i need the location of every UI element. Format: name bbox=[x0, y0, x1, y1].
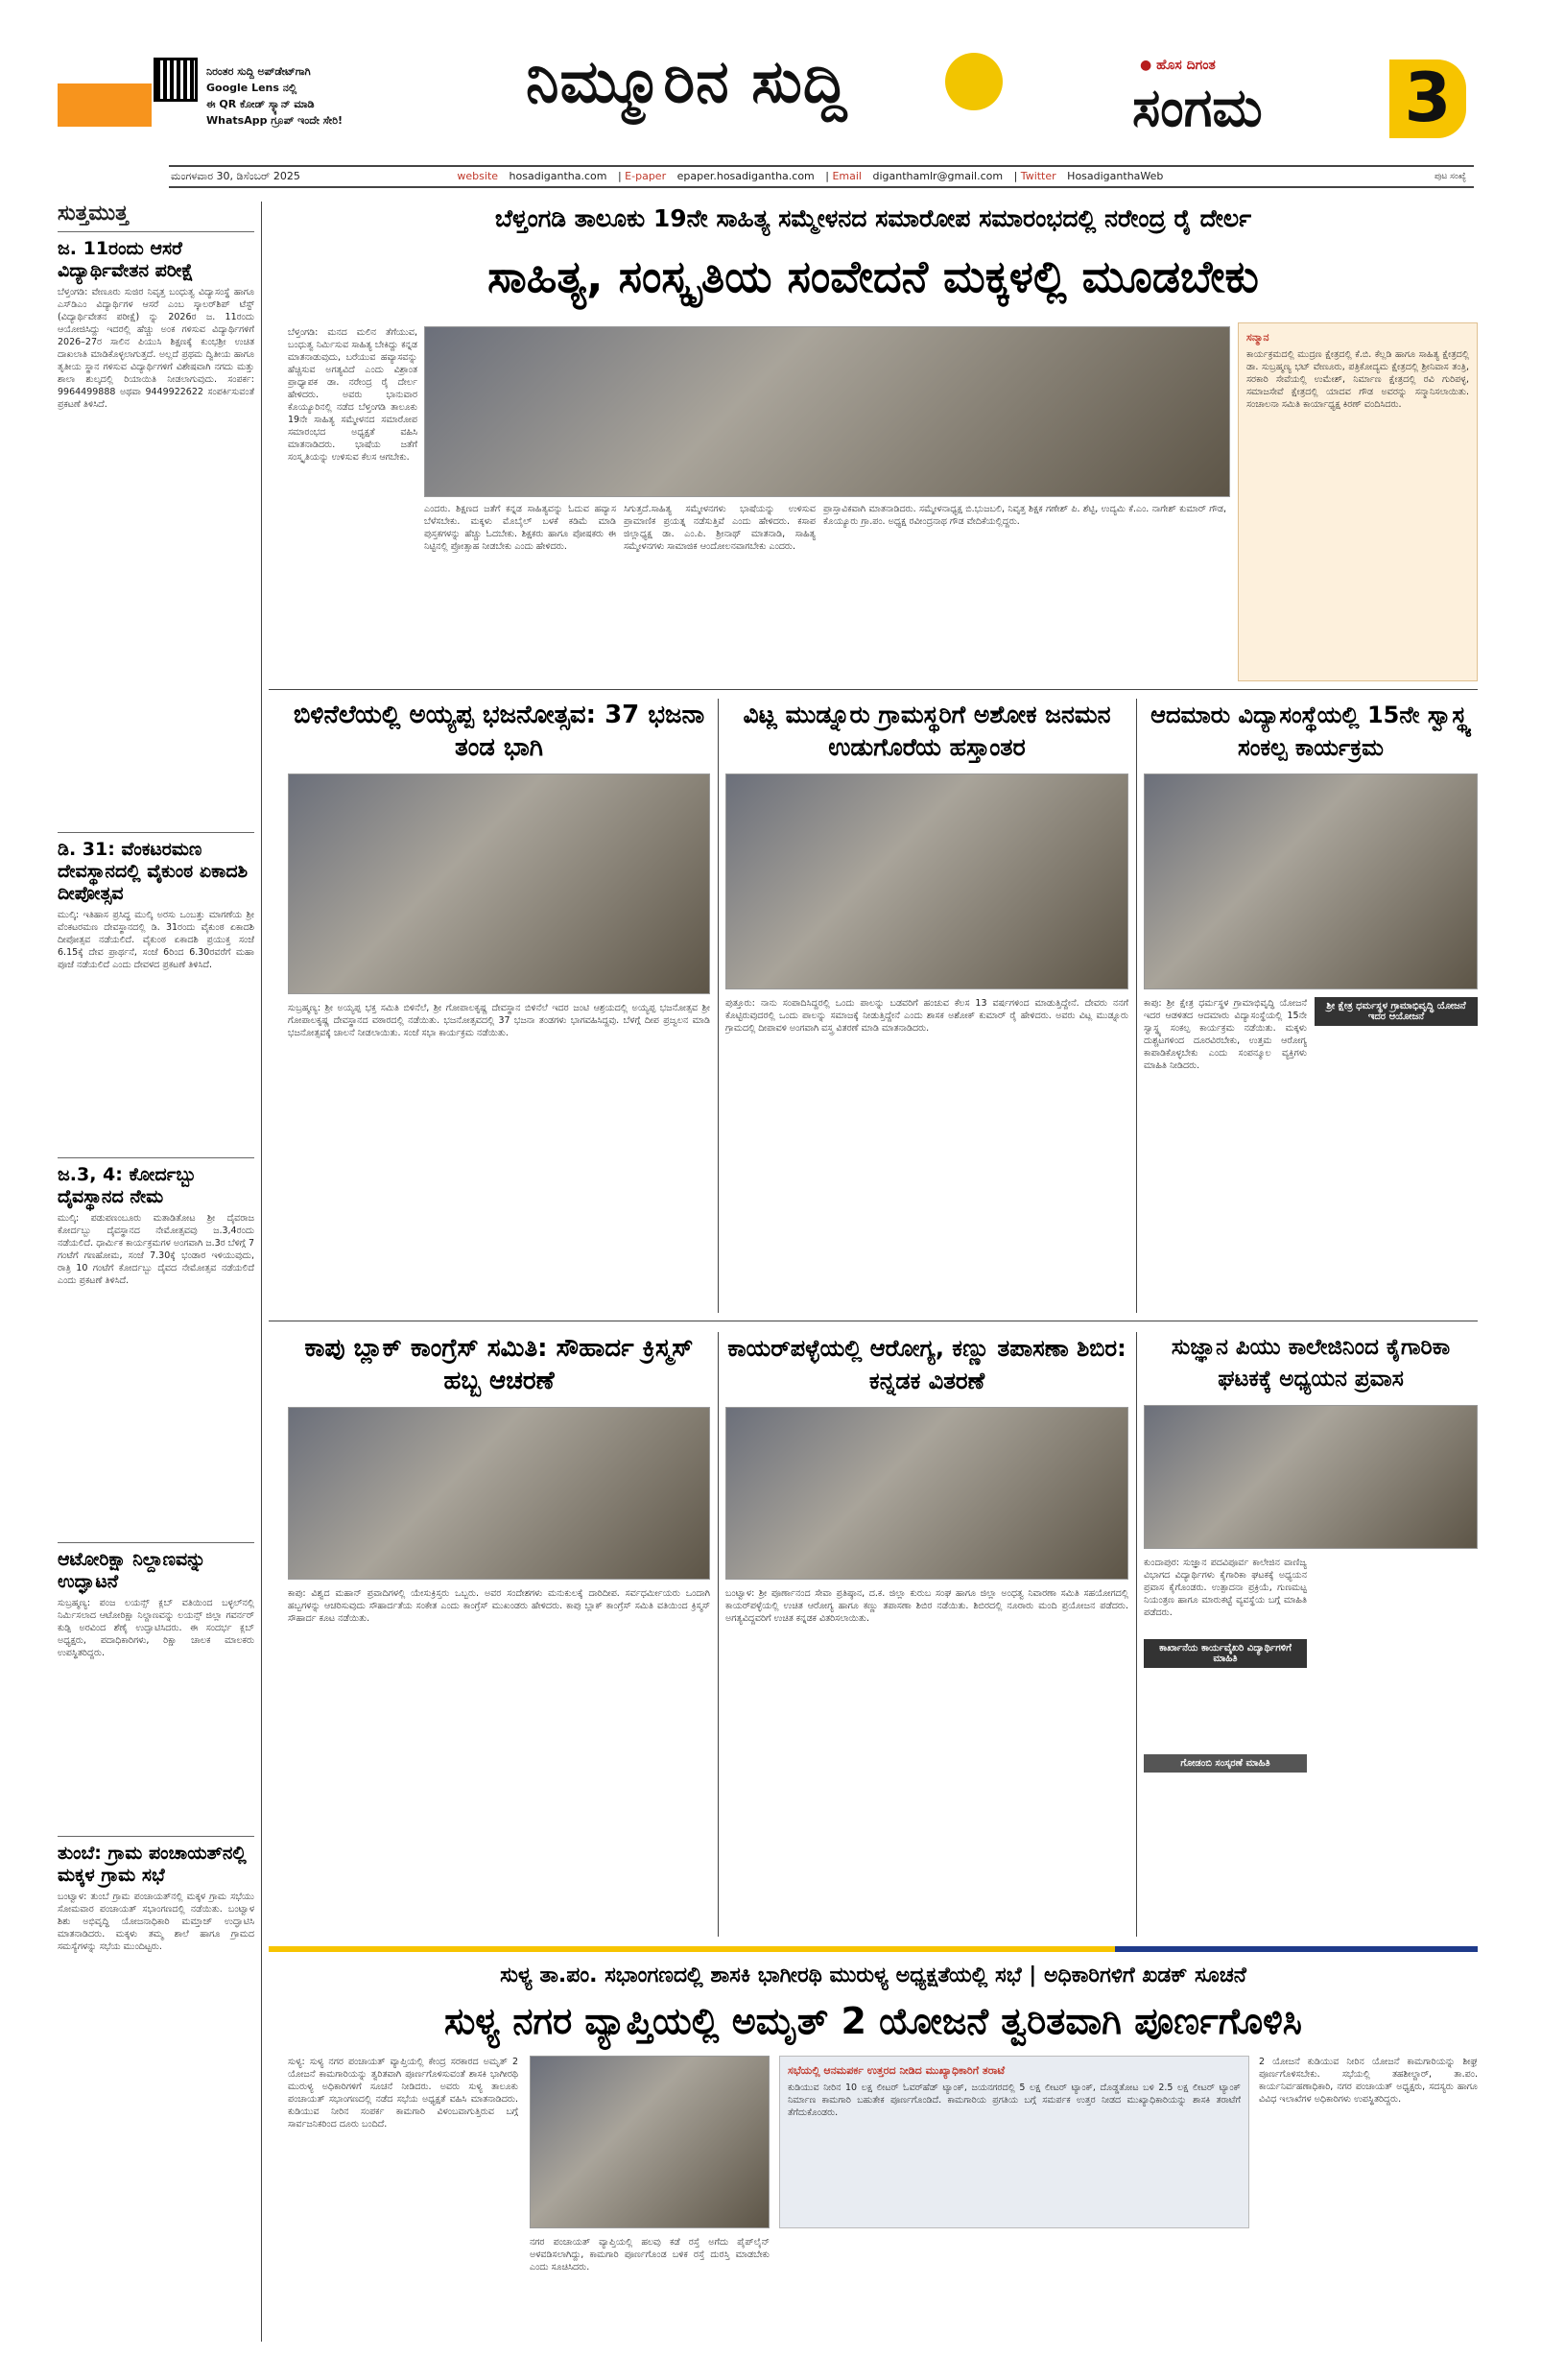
column-rule bbox=[1136, 699, 1137, 1313]
story-block bbox=[1144, 1332, 1478, 1937]
email-link[interactable]: diganthamlr@gmail.com bbox=[872, 170, 1004, 182]
page-nameplate: ನಿಮ್ಮೂರಿನ ಸುದ್ದಿ bbox=[526, 46, 848, 116]
page-label: ಪುಟ ಸಂಖ್ಯೆ bbox=[1434, 172, 1466, 181]
divider bbox=[58, 1836, 254, 1837]
column-rule bbox=[261, 202, 262, 2342]
column-rule bbox=[718, 699, 719, 1313]
divider bbox=[58, 1542, 254, 1543]
lead-body: ಬೆಳ್ತಂಗಡಿ: ಮನದ ಮಲಿನ ತೆಗೆಯುವ, ಬಂಧುತ್ವ ನಿರ್ಮಿಸುವ ಸಾಹಿತ್ಯ ಬೇಕಿದ್ದು ಕನ್ನಡ ಮಾತನಾಡುವುದು, ಬರೆಯುವ ಹವ್ಯಾಸವನ್ನು ಹೆಚ್ಚಿಸುವ ಅಗತ್ಯವಿದೆ ಎಂದು ವಿಶ್ರಾಂತ ಪ್ರಾಧ್ಯಾಪಕ ಡಾ. ನರೇಂದ್ರ ರೈ ದೇರ್ಲ ಹೇಳಿದರು. ಅವರು ಭಾನುವಾರ ಕೊಯ್ಯೂರಿನಲ್ಲಿ ನಡೆದ ಬೆಳ್ತಂಗಡಿ ತಾಲೂಕು 19ನೇ ಸಾಹಿತ್ಯ ಸಮ್ಮೇಳನದ ಸಮಾರೋಪ ಸಮಾರಂಭದ ಅಧ್ಯಕ್ಷತೆ ವಹಿಸಿ ಮಾತನಾಡಿದರು. ಭಾಷೆಯ ಜತೆಗೆ ಸಂಸ್ಕೃತಿಯನ್ನು ಉಳಿಸುವ ಕೆಲಸ ಆಗಬೇಕು. bbox=[288, 327, 417, 463]
divider bbox=[58, 832, 254, 833]
lead-event-photo bbox=[424, 326, 1230, 497]
story-headline: ವಿಟ್ಲ ಮುಡ್ನೂರು ಗ್ರಾಮಸ್ಥರಿಗೆ ಅಶೋಕ ಜನಮನ ಉಡುಗೊರೆಯ ಹಸ್ತಾಂತರ bbox=[743, 701, 1111, 761]
inset-title: ಸಭೆಯಲ್ಲಿ ಆನಮಪರ್ಕ ಉತ್ತರದ ನೀಡಿದ ಮುಖ್ಯಾಧಿಕಾರಿಗೆ ತರಾಟೆ bbox=[788, 2064, 1006, 2077]
story-photo bbox=[288, 774, 710, 994]
story-body: ಪುತ್ತೂರು: ನಾನು ಸಂಪಾದಿಸಿದ್ದರಲ್ಲಿ ಒಂದು ಪಾಲನ್ನು ಬಡವರಿಗೆ ಹಂಚುವ ಕೆಲಸ 13 ವರ್ಷಗಳಿಂದ ಮಾಡುತ್ತಿದ್ದೇನೆ. ದೇವರು ನನಗೆ ಕೊಟ್ಟಿರುವುದರಲ್ಲಿ ಒಂದು ಪಾಲನ್ನು ಸಮಾಜಕ್ಕೆ ನೀಡುತ್ತಿದ್ದೇನೆ ಎಂದು ಶಾಸಕ ಅಶೋಕ್ ಕುಮಾರ್ ರೈ ಹೇಳಿದರು. ಅವರು ವಿಟ್ಲ ಮುಡ್ನೂರು ಗ್ರಾಮದಲ್ಲಿ ದೀಪಾವಳಿ ಅಂಗವಾಗಿ ವಸ್ತ್ರ ವಿತರಣೆ ಮಾಡಿ ಮಾತನಾಡಿದರು. bbox=[725, 998, 1128, 1034]
promo-color-block bbox=[58, 83, 152, 127]
qr-code-icon[interactable] bbox=[154, 58, 198, 102]
sidebar-title: ಸನ್ಮಾನ bbox=[1246, 331, 1269, 344]
brief-body: ಬೆಳ್ತಂಗಡಿ: ವೇಣೂರು ಸುಜಿರ ನಿವೃತ್ತ ಬಂಧುತ್ವ ವಿದ್ಯಾಸಂಸ್ಥೆ ಹಾಗೂ ಎಸ್‌ಡಿಎಂ ವಿದ್ಯಾರ್ಥಿಗಳ ಆಸರೆ ಎಂಬ ಸ್ಕಾಲರ್‌ಶಿಪ್ ಟೆಸ್ಟ್ (ವಿದ್ಯಾರ್ಥಿವೇತನ ಪರೀಕ್ಷೆ) ನ್ನು 2026ರ ಜ. 11ರಂದು ಆಯೋಜಿಸಿದ್ದು ಇದರಲ್ಲಿ ಹೆಚ್ಚು ಅಂಕ ಗಳಿಸುವ ವಿದ್ಯಾರ್ಥಿಗಳಿಗೆ 2026–27ರ ಸಾಲಿನ ಪಿಯುಸಿ ಶಿಕ್ಷಣಕ್ಕೆ ಕುಂಭಶ್ರೀ ಉಚಿತ ದಾಖಲಾತಿ ಮಾಡಿಕೊಳ್ಳಲಾಗುತ್ತದೆ. ಅಲ್ಲದೆ ಪ್ರಥಮ ದ್ವಿತೀಯ ಹಾಗೂ ತೃತೀಯ ಸ್ಥಾನ ಗಳಿಸುವ ವಿದ್ಯಾರ್ಥಿಗಳಿಗೆ ವಿಶೇಷವಾಗಿ ನಗದು ಮತ್ತು ಶಾಲಾ ಶುಲ್ಕದಲ್ಲಿ ರಿಯಾಯಿತಿ ನೀಡಲಾಗುವುದು. ಸಂಪರ್ಕ: 9964499888 ಅಥವಾ 9449922622 ಸಂಪರ್ಕಿಸುವಂತೆ ಪ್ರಕಟಣೆ ತಿಳಿಸಿದೆ. bbox=[58, 287, 254, 410]
bottom-kicker: ಸುಳ್ಯ ತಾ.ಪಂ. ಸಭಾಂಗಣದಲ್ಲಿ ಶಾಸಕಿ ಭಾಗೀರಥಿ ಮುರುಳ್ಯ ಅಧ್ಯಕ್ಷತೆಯಲ್ಲಿ ಸಭೆ | ಅಧಿಕಾರಿಗಳಿಗೆ ಖಡಕ್ ಸೂಚನೆ bbox=[500, 1964, 1246, 1987]
section-rule bbox=[269, 689, 1478, 690]
epaper-label: E-paper bbox=[625, 170, 667, 182]
story-block bbox=[288, 699, 710, 1313]
column-title: ಸುತ್ತಮುತ್ತ bbox=[58, 202, 129, 226]
brief-headline: ಜ.3, 4: ಕೋರ್ದಬ್ಬು ದೈವಸ್ಥಾನದ ನೇಮ bbox=[58, 1164, 197, 1207]
section-title: ಸಂಗಮ bbox=[1132, 77, 1263, 138]
brand-logo: ● ಹೊಸ ದಿಗಂತ bbox=[1140, 58, 1216, 73]
email-label: Email bbox=[832, 170, 862, 182]
website-label: website bbox=[457, 170, 499, 182]
story-photo bbox=[725, 774, 1128, 989]
story-body: ಕಾಪು: ವಿಶ್ವದ ಮಹಾನ್ ಪ್ರವಾದಿಗಳಲ್ಲಿ ಯೇಸುಕ್ರಿಸ್ತರು ಒಬ್ಬರು. ಅವರ ಸಂದೇಶಗಳು ಮನುಕುಲಕ್ಕೆ ದಾರಿದೀಪ. ಸರ್ವಧರ್ಮೀಯರು ಒಂದಾಗಿ ಹಬ್ಬಗಳನ್ನು ಆಚರಿಸುವುದು ಸೌಹಾರ್ದತೆಯ ಸಂಕೇತ ಎಂದು ಕಾಂಗ್ರೆಸ್ ಮುಖಂಡರು ಹೇಳಿದರು. ಕಾಪು ಬ್ಲಾಕ್ ಕಾಂಗ್ರೆಸ್ ಸಮಿತಿ ವತಿಯಿಂದ ಕ್ರಿಸ್ಮಸ್ ಸೌಹಾರ್ದ ಕೂಟ ನಡೆಯಿತು. bbox=[288, 1588, 710, 1624]
story-body: ಕುಂದಾಪುರ: ಸುಜ್ಞಾನ ಪದವಿಪೂರ್ವ ಕಾಲೇಜಿನ ವಾಣಿಜ್ಯ ವಿಭಾಗದ ವಿದ್ಯಾರ್ಥಿಗಳು ಕೈಗಾರಿಕಾ ಘಟಕಕ್ಕೆ ಅಧ್ಯಯನ ಪ್ರವಾಸ ಕೈಗೊಂಡರು. ಉತ್ಪಾದನಾ ಪ್ರಕ್ರಿಯೆ, ಗುಣಮಟ್ಟ ನಿಯಂತ್ರಣ ಹಾಗೂ ಮಾರುಕಟ್ಟೆ ವ್ಯವಸ್ಥೆಯ ಬಗ್ಗೆ ಮಾಹಿತಿ ಪಡೆದರು. bbox=[1144, 1558, 1307, 1618]
story-block bbox=[725, 1332, 1128, 1937]
lead-body: ಎಂದರು. ಶಿಕ್ಷಣದ ಜತೆಗೆ ಕನ್ನಡ ಸಾಹಿತ್ಯವನ್ನು ಓದುವ ಹವ್ಯಾಸ ಬೆಳೆಸಬೇಕು. ಮಕ್ಕಳು ಮೊಬೈಲ್ ಬಳಕೆ ಕಡಿಮೆ ಮಾಡಿ ಪುಸ್ತಕಗಳನ್ನು ಹೆಚ್ಚು ಓದಬೇಕು. ಶಿಕ್ಷಕರು ಹಾಗೂ ಪೋಷಕರು ಈ ನಿಟ್ಟಿನಲ್ಲಿ ಪ್ರೋತ್ಸಾಹ ನೀಡಬೇಕು ಎಂದು ಹೇಳಿದರು. bbox=[424, 504, 616, 552]
story-tag: ಕಾರ್ಖಾನೆಯ ಕಾರ್ಯವೈಖರಿ ವಿದ್ಯಾರ್ಥಿಗಳಿಗೆ ಮಾಹಿತಿ bbox=[1144, 1639, 1307, 1668]
brief-headline: ಜ. 11ರಂದು ಆಸರೆ ವಿದ್ಯಾರ್ಥಿವೇತನ ಪರೀಕ್ಷೆ bbox=[58, 238, 194, 281]
nameplate-circle-ornament bbox=[945, 53, 1003, 110]
website-link[interactable]: hosadigantha.com bbox=[509, 170, 607, 182]
bottom-body: ಸುಳ್ಯ: ಸುಳ್ಯ ನಗರ ಪಂಚಾಯತ್ ವ್ಯಾಪ್ತಿಯಲ್ಲಿ ಕೇಂದ್ರ ಸರಕಾರದ ಅಮೃತ್ 2 ಯೋಜನೆ ಕಾಮಗಾರಿಯನ್ನು ತ್ವರಿತವಾಗಿ ಪೂರ್ಣಗೊಳಿಸುವಂತೆ ಶಾಸಕಿ ಭಾಗೀರಥಿ ಮುರುಳ್ಯ ಅಧಿಕಾರಿಗಳಿಗೆ ಸೂಚನೆ ನೀಡಿದರು. ಅವರು ಸುಳ್ಯ ತಾಲೂಕು ಪಂಚಾಯತ್ ಸಭಾಂಗಣದಲ್ಲಿ ನಡೆದ ಸಭೆಯ ಅಧ್ಯಕ್ಷತೆ ವಹಿಸಿ ಮಾತನಾಡಿದರು. ಕುಡಿಯುವ ನೀರಿನ ಸಂಪರ್ಕ ಕಾಮಗಾರಿ ವಿಳಂಬವಾಗುತ್ತಿರುವ ಬಗ್ಗೆ ಸಾರ್ವಜನಿಕರಿಂದ ದೂರು ಬಂದಿದೆ. bbox=[288, 2057, 518, 2130]
story-headline: ಸುಜ್ಞಾನ ಪಿಯು ಕಾಲೇಜಿನಿಂದ ಕೈಗಾರಿಕಾ ಘಟಕಕ್ಕೆ ಅಧ್ಯಯನ ಪ್ರವಾಸ bbox=[1171, 1335, 1451, 1392]
epaper-link[interactable]: epaper.hosadigantha.com bbox=[676, 170, 815, 182]
brief-headline: ತುಂಬೆ: ಗ್ರಾಮ ಪಂಚಾಯತ್‌ನಲ್ಲಿ ಮಕ್ಕಳ ಗ್ರಾಮ ಸಭೆ bbox=[58, 1843, 247, 1886]
lead-body: ಸಿಗುತ್ತದೆ.ಸಾಹಿತ್ಯ ಸಮ್ಮೇಳನಗಳು ಭಾಷೆಯನ್ನು ಉಳಿಸುವ ಪ್ರಾಮಾಣಿಕ ಪ್ರಯತ್ನ ನಡೆಸುತ್ತಿವೆ ಎಂದು ಹೇಳಿದರು. ಕಸಾಪ ಜಿಲ್ಲಾಧ್ಯಕ್ಷ ಡಾ. ಎಂ.ಪಿ. ಶ್ರೀನಾಥ್ ಮಾತನಾಡಿ, ಸಾಹಿತ್ಯ ಸಮ್ಮೇಳನಗಳು ಸಾಮಾಜಿಕ ಆಂದೋಲನವಾಗಬೇಕು ಎಂದರು. bbox=[624, 504, 816, 552]
story-block bbox=[725, 699, 1128, 1313]
brief-body: ಸುಬ್ರಹ್ಮಣ್ಯ: ಪಂಜ ಲಯನ್ಸ್ ಕ್ಲಬ್ ವತಿಯಿಂದ ಬಳ್ಳಲ್‌ನಲ್ಲಿ ನಿರ್ಮಿಸಲಾದ ಆಟೋರಿಕ್ಷಾ ನಿಲ್ದಾಣವನ್ನು ಲಯನ್ಸ್ ಜಿಲ್ಲಾ ಗವರ್ನರ್ ಕುಡ್ಪಿ ಅರವಿಂದ ಶೆಣೈ ಉದ್ಘಾಟಿಸಿದರು. ಈ ಸಂದರ್ಭ ಕ್ಲಬ್ ಅಧ್ಯಕ್ಷರು, ಪದಾಧಿಕಾರಿಗಳು, ರಿಕ್ಷಾ ಚಾಲಕ ಮಾಲಕರು ಉಪಸ್ಥಿತರಿದ್ದರು. bbox=[58, 1598, 254, 1658]
story-photo bbox=[1144, 1405, 1478, 1549]
promo-line: ಈ QR ಕೋಡ್ ಸ್ಕ್ಯಾನ್ ಮಾಡಿ bbox=[206, 98, 315, 110]
story-photo bbox=[725, 1407, 1128, 1580]
bottom-inset bbox=[779, 2056, 1249, 2228]
story-headline: ಆದಮಾರು ವಿದ್ಯಾಸಂಸ್ಥೆಯಲ್ಲಿ 15ನೇ ಸ್ವಾಸ್ಥ್ಯ ಸಂಕಲ್ಪ ಕಾರ್ಯಕ್ರಮ bbox=[1150, 702, 1471, 761]
bottom-meeting-photo bbox=[530, 2056, 770, 2228]
brief-headline: ಡಿ. 31: ವೆಂಕಟರಮಣ ದೇವಸ್ಥಾನದಲ್ಲಿ ವೈಕುಂಠ ಏಕಾದಶಿ ದೀಪೋತ್ಸವ bbox=[58, 839, 249, 904]
story-body: ಕಾಪು: ಶ್ರೀ ಕ್ಷೇತ್ರ ಧರ್ಮಸ್ಥಳ ಗ್ರಾಮಾಭಿವೃದ್ಧಿ ಯೋಜನೆ ಇದರ ಆಡಳಿತದ ಆದಮಾರು ವಿದ್ಯಾಸಂಸ್ಥೆಯಲ್ಲಿ 15ನೇ ಸ್ವಾಸ್ಥ್ಯ ಸಂಕಲ್ಪ ಕಾರ್ಯಕ್ರಮ ನಡೆಯಿತು. ಮಕ್ಕಳು ದುಶ್ಚಟಗಳಿಂದ ದೂರವಿರಬೇಕು, ಉತ್ತಮ ಆರೋಗ್ಯ ಕಾಪಾಡಿಕೊಳ್ಳಬೇಕು ಎಂದು ಸಂಪನ್ಮೂಲ ವ್ಯಕ್ತಿಗಳು ಮಾಹಿತಿ ನೀಡಿದರು. bbox=[1144, 998, 1307, 1071]
lead-body: ಪ್ರಾಸ್ತಾವಿಕವಾಗಿ ಮಾತನಾಡಿದರು. ಸಮ್ಮೇಳನಾಧ್ಯಕ್ಷ ಬಿ.ಭುಜಬಲಿ, ನಿವೃತ್ತ ಶಿಕ್ಷಕ ಗಣೇಶ್ ಪಿ. ಶೆಟ್ಟಿ, ಉದ್ಯಮಿ ಕೆ.ಎಂ. ನಾಗೇಶ್ ಕುಮಾರ್ ಗೌಡ, ಕೊಯ್ಯೂರು ಗ್ರಾ.ಪಂ. ಅಧ್ಯಕ್ಷ ರವೀಂದ್ರನಾಥ ಗೌಡ ವೇದಿಕೆಯಲ್ಲಿದ್ದರು. bbox=[823, 504, 1226, 527]
twitter-label: Twitter bbox=[1020, 170, 1056, 182]
twitter-handle[interactable]: HosadiganthaWeb bbox=[1067, 170, 1164, 182]
brief-body: ಬಂಟ್ವಾಳ: ತುಂಬೆ ಗ್ರಾಮ ಪಂಚಾಯತ್‌ನಲ್ಲಿ ಮಕ್ಕಳ ಗ್ರಾಮ ಸಭೆಯು ಸೋಮವಾರ ಪಂಚಾಯತ್ ಸಭಾಂಗಣದಲ್ಲಿ ನಡೆಯಿತು. ಬಂಟ್ವಾಳ ಶಿಶು ಅಭಿವೃದ್ಧಿ ಯೋಜನಾಧಿಕಾರಿ ಮಮ್ತಾಜ್ ಉದ್ಘಾಟಿಸಿ ಮಾತನಾಡಿದರು. ಮಕ್ಕಳು ತಮ್ಮ ಶಾಲೆ ಹಾಗೂ ಗ್ರಾಮದ ಸಮಸ್ಯೆಗಳನ್ನು ಸಭೆಯ ಮುಂದಿಟ್ಟರು. bbox=[58, 1892, 254, 1952]
story-continuation bbox=[1315, 1557, 1478, 1773]
info-bar: ಮಂಗಳವಾರ 30, ಡಿಸೆಂಬರ್ 2025 website hosadigantha.com | E-paper epaper.hosadigantha.com | Email diganthamlr@gmail.com | Twitter HosadiganthaWeb ಪುಟ ಸಂಖ್ಯೆ bbox=[169, 165, 1474, 188]
bottom-headline: ಸುಳ್ಯ ನಗರ ವ್ಯಾಪ್ತಿಯಲ್ಲಿ ಅಮೃತ್ 2 ಯೋಜನೆ ತ್ವರಿತವಾಗಿ ಪೂರ್ಣಗೊಳಿಸಿ bbox=[444, 2000, 1302, 2042]
story-tag: ಶ್ರೀ ಕ್ಷೇತ್ರ ಧರ್ಮಸ್ಥಳ ಗ್ರಾಮಾಭಿವೃದ್ಧಿ ಯೋಜನೆ ಇದರ ಆಯೋಜನೆ bbox=[1315, 997, 1478, 1026]
lead-headline: ಸಾಹಿತ್ಯ, ಸಂಸ್ಕೃತಿಯ ಸಂವೇದನೆ ಮಕ್ಕಳಲ್ಲಿ ಮೂಡಬೇಕು bbox=[487, 250, 1259, 302]
divider bbox=[58, 1157, 254, 1158]
inset-body: ಕುಡಿಯುವ ನೀರಿನ 10 ಲಕ್ಷ ಲೀಟರ್ ಓವರ್‌ಹೆಡ್ ಟ್ಯಾಂಕ್, ಜಯನಗರದಲ್ಲಿ 5 ಲಕ್ಷ ಲೀಟರ್ ಟ್ಯಾಂಕ್, ದೊಡ್ಡತೋಟ ಬಳಿ 2.5 ಲಕ್ಷ ಲೀಟರ್ ಟ್ಯಾಂಕ್ ನಿರ್ಮಾಣ ಕಾಮಗಾರಿ ಬಹುತೇಕ ಪೂರ್ಣಗೊಂಡಿದೆ. ಕಾಮಗಾರಿಯ ಪ್ರಗತಿಯ ಬಗ್ಗೆ ಸಮರ್ಪಕ ಉತ್ತರ ನೀಡದ ಮುಖ್ಯಾಧಿಕಾರಿಯನ್ನು ಶಾಸಕಿ ತರಾಟೆಗೆ ತೆಗೆದುಕೊಂಡರು. bbox=[788, 2082, 1241, 2118]
brief-headline: ಆಟೋರಿಕ್ಷಾ ನಿಲ್ದಾಣವನ್ನು ಉದ್ಘಾಟನೆ bbox=[58, 1549, 206, 1592]
brand-name: ಹೊಸ ದಿಗಂತ bbox=[1156, 58, 1216, 73]
story-headline: ಕಾಯರ್‌ಪಳ್ಳೆಯಲ್ಲಿ ಆರೋಗ್ಯ, ಕಣ್ಣು ತಪಾಸಣಾ ಶಿಬಿರ: ಕನ್ನಡಕ ವಿತರಣೆ bbox=[727, 1335, 1126, 1394]
story-body: ಸುಬ್ರಹ್ಮಣ್ಯ: ಶ್ರೀ ಅಯ್ಯಪ್ಪ ಭಕ್ತ ಸಮಿತಿ ಬಿಳಿನೆಲೆ, ಶ್ರೀ ಗೋಪಾಲಕೃಷ್ಣ ದೇವಸ್ಥಾನ ಬಿಳಿನೆಲೆ ಇದರ ಜಂಟಿ ಆಶ್ರಯದಲ್ಲಿ ಅಯ್ಯಪ್ಪ ಭಜನೋತ್ಸವ ಶ್ರೀ ಗೋಪಾಲಕೃಷ್ಣ ದೇವಸ್ಥಾನದ ವಠಾರದಲ್ಲಿ ನಡೆಯಿತು. ಭಜನೋತ್ಸವದಲ್ಲಿ 37 ಭಜನಾ ತಂಡಗಳು ಭಾಗವಹಿಸಿದ್ದವು. ಬೆಳಗ್ಗೆ ದೀಪ ಪ್ರಜ್ವಲನ ಮಾಡಿ ಭಜನೋತ್ಸವಕ್ಕೆ ಚಾಲನೆ ನೀಡಲಾಯಿತು. ಸಂಜೆ ಸಭಾ ಕಾರ್ಯಕ್ರಮ ನಡೆಯಿತು. bbox=[288, 1003, 710, 1038]
story-block bbox=[1144, 699, 1478, 1313]
column-rule bbox=[718, 1332, 719, 1937]
story-block bbox=[288, 1332, 710, 1937]
lead-sidebar bbox=[1238, 322, 1478, 681]
whatsapp-promo bbox=[206, 63, 456, 129]
brief-body: ಮುಲ್ಕಿ: ಪಡುಪಣಂಬೂರು ಮತಾಡಿತೋಟ ಶ್ರೀ ದೈವರಾಜ ಕೋರ್ದಬ್ಬು ದೈವಸ್ಥಾನದ ನೇಮೋತ್ಸವವು ಜ.3,4ರಂದು ನಡೆಯಲಿದೆ. ಧಾರ್ಮಿಕ ಕಾರ್ಯಕ್ರಮಗಳ ಅಂಗವಾಗಿ ಜ.3ರ ಬೆಳಿಗ್ಗೆ 7 ಗಂಟೆಗೆ ಗಣಹೋಮ, ಸಂಜೆ 7.30ಕ್ಕೆ ಭಂಡಾರ ಇಳಿಯುವುದು, ರಾತ್ರಿ 10 ಗಂಟೆಗೆ ಕೋರ್ದಬ್ಬು ದೈವದ ನೇಮೋತ್ಸವ ನಡೆಯಲಿದೆ ಎಂದು ಪ್ರಕಟಣೆ ತಿಳಿಸಿದೆ. bbox=[58, 1213, 254, 1286]
story-body: ಬಂಟ್ವಾಳ: ಶ್ರೀ ಪೂರ್ಣಾನಂದ ಸೇವಾ ಪ್ರತಿಷ್ಠಾನ, ದ.ಕ. ಜಿಲ್ಲಾ ಕುರುಬ ಸಂಘ ಹಾಗೂ ಜಿಲ್ಲಾ ಅಂಧತ್ವ ನಿವಾರಣಾ ಸಮಿತಿ ಸಹಯೋಗದಲ್ಲಿ ಕಾಯರ್‌ಪಳ್ಳೆಯಲ್ಲಿ ಉಚಿತ ಆರೋಗ್ಯ ಹಾಗೂ ಕಣ್ಣು ತಪಾಸಣಾ ಶಿಬಿರ ನಡೆಯಿತು. ಶಿಬಿರದಲ್ಲಿ ನೂರಾರು ಮಂದಿ ಪ್ರಯೋಜನ ಪಡೆದರು. ಅಗತ್ಯವಿದ್ದವರಿಗೆ ಉಚಿತ ಕನ್ನಡಕ ವಿತರಿಸಲಾಯಿತು. bbox=[725, 1588, 1128, 1624]
story-headline: ಬಿಳಿನೆಲೆಯಲ್ಲಿ ಅಯ್ಯಪ್ಪ ಭಜನೋತ್ಸವ: 37 ಭಜನಾ ತಂಡ ಭಾಗಿ bbox=[293, 701, 705, 762]
left-news-column bbox=[58, 202, 254, 2342]
story-headline: ಕಾಪು ಬ್ಲಾಕ್ ಕಾಂಗ್ರೆಸ್ ಸಮಿತಿ: ಸೌಹಾರ್ದ ಕ್ರಿಸ್ಮಸ್ ಹಬ್ಬ ಆಚರಣೆ bbox=[304, 1334, 694, 1395]
bottom-body: 2 ಯೋಜನೆ ಕುಡಿಯುವ ನೀರಿನ ಯೋಜನೆ ಕಾಮಗಾರಿಯನ್ನು ಶೀಘ್ರ ಪೂರ್ಣಗೊಳಿಸಬೇಕು. ಸಭೆಯಲ್ಲಿ ತಹಶೀಲ್ದಾರ್, ತಾ.ಪಂ. ಕಾರ್ಯನಿರ್ವಹಣಾಧಿಕಾರಿ, ನಗರ ಪಂಚಾಯತ್ ಅಧ್ಯಕ್ಷರು, ಸದಸ್ಯರು ಹಾಗೂ ವಿವಿಧ ಇಲಾಖೆಗಳ ಅಧಿಕಾರಿಗಳು ಉಪಸ್ಥಿತರಿದ್ದರು. bbox=[1259, 2057, 1478, 2105]
sidebar-body: ಕಾರ್ಯಕ್ರಮದಲ್ಲಿ ಮುದ್ರಣ ಕ್ಷೇತ್ರದಲ್ಲಿ ಕೆ.ಬಿ. ಕೆಲ್ಲಡಿ ಹಾಗೂ ಸಾಹಿತ್ಯ ಕ್ಷೇತ್ರದಲ್ಲಿ ಡಾ. ಸುಬ್ರಹ್ಮಣ್ಯ ಭಟ್ ವೇಣೂರು, ಪತ್ರಿಕೋದ್ಯಮ ಕ್ಷೇತ್ರದಲ್ಲಿ ಶ್ರೀನಿವಾಸ ತಂತ್ರಿ, ಸರಕಾರಿ ಸೇವೆಯಲ್ಲಿ ಉಮೇಶ್, ನಿರ್ಮಾಣ ಕ್ಷೇತ್ರದಲ್ಲಿ ರವಿ ಗುರಿಪಳ್ಳ, ಸಮಾಜಸೇವೆ ಕ್ಷೇತ್ರದಲ್ಲಿ ಯಾದವ ಗೌಡ ಅವರನ್ನು ಸನ್ಮಾನಿಸಲಾಯಿತು. ಸಂಚಾಲನಾ ಸಮಿತಿ ಕಾರ್ಯಾಧ್ಯಕ್ಷ ಕಿರಣ್ ವಂದಿಸಿದರು. bbox=[1246, 349, 1469, 410]
issue-date: ಮಂಗಳವಾರ 30, ಡಿಸೆಂಬರ್ 2025 bbox=[171, 170, 300, 182]
promo-line: Google Lens ನಲ್ಲಿ bbox=[206, 82, 297, 94]
bottom-body: ನಗರ ಪಂಚಾಯತ್ ವ್ಯಾಪ್ತಿಯಲ್ಲಿ ಹಲವು ಕಡೆ ರಸ್ತೆ ಅಗೆದು ಪೈಪ್‌ಲೈನ್ ಅಳವಡಿಸಲಾಗಿದ್ದು, ಕಾಮಗಾರಿ ಪೂರ್ಣಗೊಂಡ ಬಳಿಕ ರಸ್ತೆ ದುರಸ್ತಿ ಮಾಡಬೇಕು ಎಂದು ಸೂಚಿಸಿದರು. bbox=[530, 2237, 770, 2273]
color-band-divider bbox=[269, 1946, 1478, 1952]
promo-line: ನಿರಂತರ ಸುದ್ದಿ ಅಪ್‌ಡೇಟ್‌ಗಾಗಿ bbox=[206, 65, 311, 78]
story-photo bbox=[288, 1407, 710, 1580]
promo-line: WhatsApp ಗ್ರೂಪ್ ಇಂದೇ ಸೇರಿ! bbox=[206, 114, 344, 127]
story-subtag: ಗೋಡಂಬಿ ಸಂಸ್ಕರಣೆ ಮಾಹಿತಿ bbox=[1144, 1754, 1307, 1773]
column-rule bbox=[1136, 1332, 1137, 1937]
page-number: 3 bbox=[1389, 60, 1466, 138]
divider bbox=[58, 231, 254, 232]
lead-kicker: ಬೆಳ್ತಂಗಡಿ ತಾಲೂಕು 19ನೇ ಸಾಹಿತ್ಯ ಸಮ್ಮೇಳನದ ಸಮಾರೋಪ ಸಮಾರಂಭದಲ್ಲಿ ನರೇಂದ್ರ ರೈ ದೇರ್ಲ bbox=[494, 204, 1252, 232]
brief-body: ಮುಲ್ಕಿ: ಇತಿಹಾಸ ಪ್ರಸಿದ್ಧ ಮುಲ್ಕಿ ಅರಸು ಒಂಬತ್ತು ಮಾಗಣೆಯ ಶ್ರೀ ವೆಂಕಟರಮಣ ದೇವಸ್ಥಾನದಲ್ಲಿ ಡಿ. 31ರಂದು ವೈಕುಂಠ ಏಕಾದಶಿ ದೀಪೋತ್ಸವ ನಡೆಯಲಿದೆ. ವೈಕುಂಠ ಏಕಾದಶಿ ಪ್ರಯುಕ್ತ ಸಂಜೆ 6.15ಕ್ಕೆ ದೇವ ಪ್ರಾರ್ಥನೆ, ಸಂಜೆ 6ರಿಂದ 6.30ರವರೆಗೆ ಮಹಾ ಪೂಜೆ ನಡೆಯಲಿದೆ ಎಂದು ದೇವಳದ ಪ್ರಕಟಣೆ ತಿಳಿಸಿದೆ. bbox=[58, 910, 254, 970]
story-photo bbox=[1144, 774, 1478, 989]
